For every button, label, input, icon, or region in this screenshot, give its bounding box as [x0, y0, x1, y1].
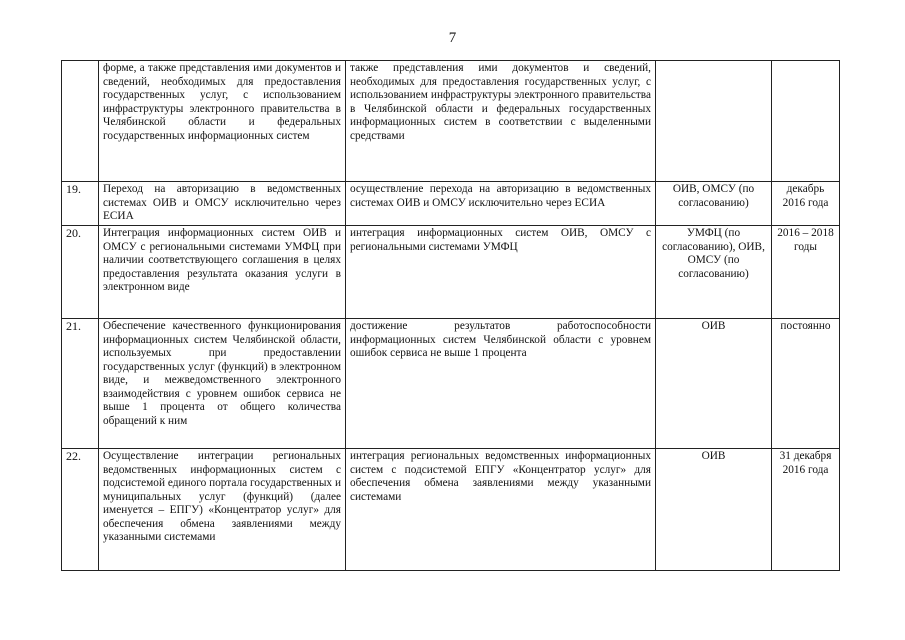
- executor-cell: УМФЦ (по согласованию), ОИВ, ОМСУ (по согласованию): [656, 226, 772, 319]
- deadline-cell: постоянно: [772, 319, 840, 449]
- page-number: 7: [448, 30, 457, 46]
- result-cell: также представления ими документов и сведений, необходимых для предоставления государственных услуг, с использованием инфраструктуры электронного правительства в Челябинской области и федеральных государственных информационных систем в соответствии с выделенными средствами: [346, 61, 656, 182]
- row-number: [62, 61, 99, 182]
- measure-cell: форме, а также представления ими документов и сведений, необходимых для предоставления государственных услуг, с использованием инфраструктуры электронного правительства в Челябинской области и федеральных государственных информационных систем: [99, 61, 346, 182]
- table-row: [62, 61, 840, 182]
- deadline-cell: [772, 61, 840, 182]
- executor-cell: ОИВ: [656, 449, 772, 571]
- result-cell: достижение результатов работоспособности информационных систем Челябинской области с уровнем ошибок сервиса не выше 1 процента: [346, 319, 656, 449]
- row-number: 21.: [62, 319, 99, 449]
- executor-cell: ОИВ, ОМСУ (по согласованию): [656, 182, 772, 226]
- deadline-cell: 2016 – 2018 годы: [772, 226, 840, 319]
- table-row: [62, 449, 840, 571]
- measure-cell: Интеграция информационных систем ОИВ и ОМСУ с региональными системами УМФЦ при наличии соответствующего соглашения в целях предоставления результата оказания услуги в электронном виде: [99, 226, 346, 319]
- row-number: 19.: [62, 182, 99, 226]
- deadline-cell: декабрь 2016 года: [772, 182, 840, 226]
- table-row: [62, 226, 840, 319]
- result-cell: интеграция информационных систем ОИВ, ОМСУ с региональными системами УМФЦ: [346, 226, 656, 319]
- table-row: [62, 182, 840, 226]
- executor-cell: ОИВ: [656, 319, 772, 449]
- table-row: [62, 319, 840, 449]
- result-cell: осуществление перехода на авторизацию в ведомственных системах ОИВ и ОМСУ исключительно через ЕСИА: [346, 182, 656, 226]
- row-number: 22.: [62, 449, 99, 571]
- deadline-cell: 31 декабря 2016 года: [772, 449, 840, 571]
- measure-cell: Осуществление интеграции региональных ведомственных информационных систем с подсистемой единого портала государственных и муниципальных услуг (функций) (далее именуется – ЕПГУ) «Концентратор услуг» для обеспечения обмена заявлениями между указанными системами: [99, 449, 346, 571]
- row-number: 20.: [62, 226, 99, 319]
- measure-cell: Переход на авторизацию в ведомственных системах ОИВ и ОМСУ исключительно через ЕСИА: [99, 182, 346, 226]
- measures-table: [61, 60, 840, 571]
- measure-cell: Обеспечение качественного функционирования информационных систем Челябинской области, используемых при предоставлении государственных услуг (функций) в электронном виде, и межведомственного электронного взаимодействия с уровнем ошибок сервиса не выше 1 процента от общего количества обращений к ним: [99, 319, 346, 449]
- result-cell: интеграция региональных ведомственных информационных систем с подсистемой ЕПГУ «Концентратор услуг» для обеспечения обмена заявлениями между указанными системами: [346, 449, 656, 571]
- executor-cell: [656, 61, 772, 182]
